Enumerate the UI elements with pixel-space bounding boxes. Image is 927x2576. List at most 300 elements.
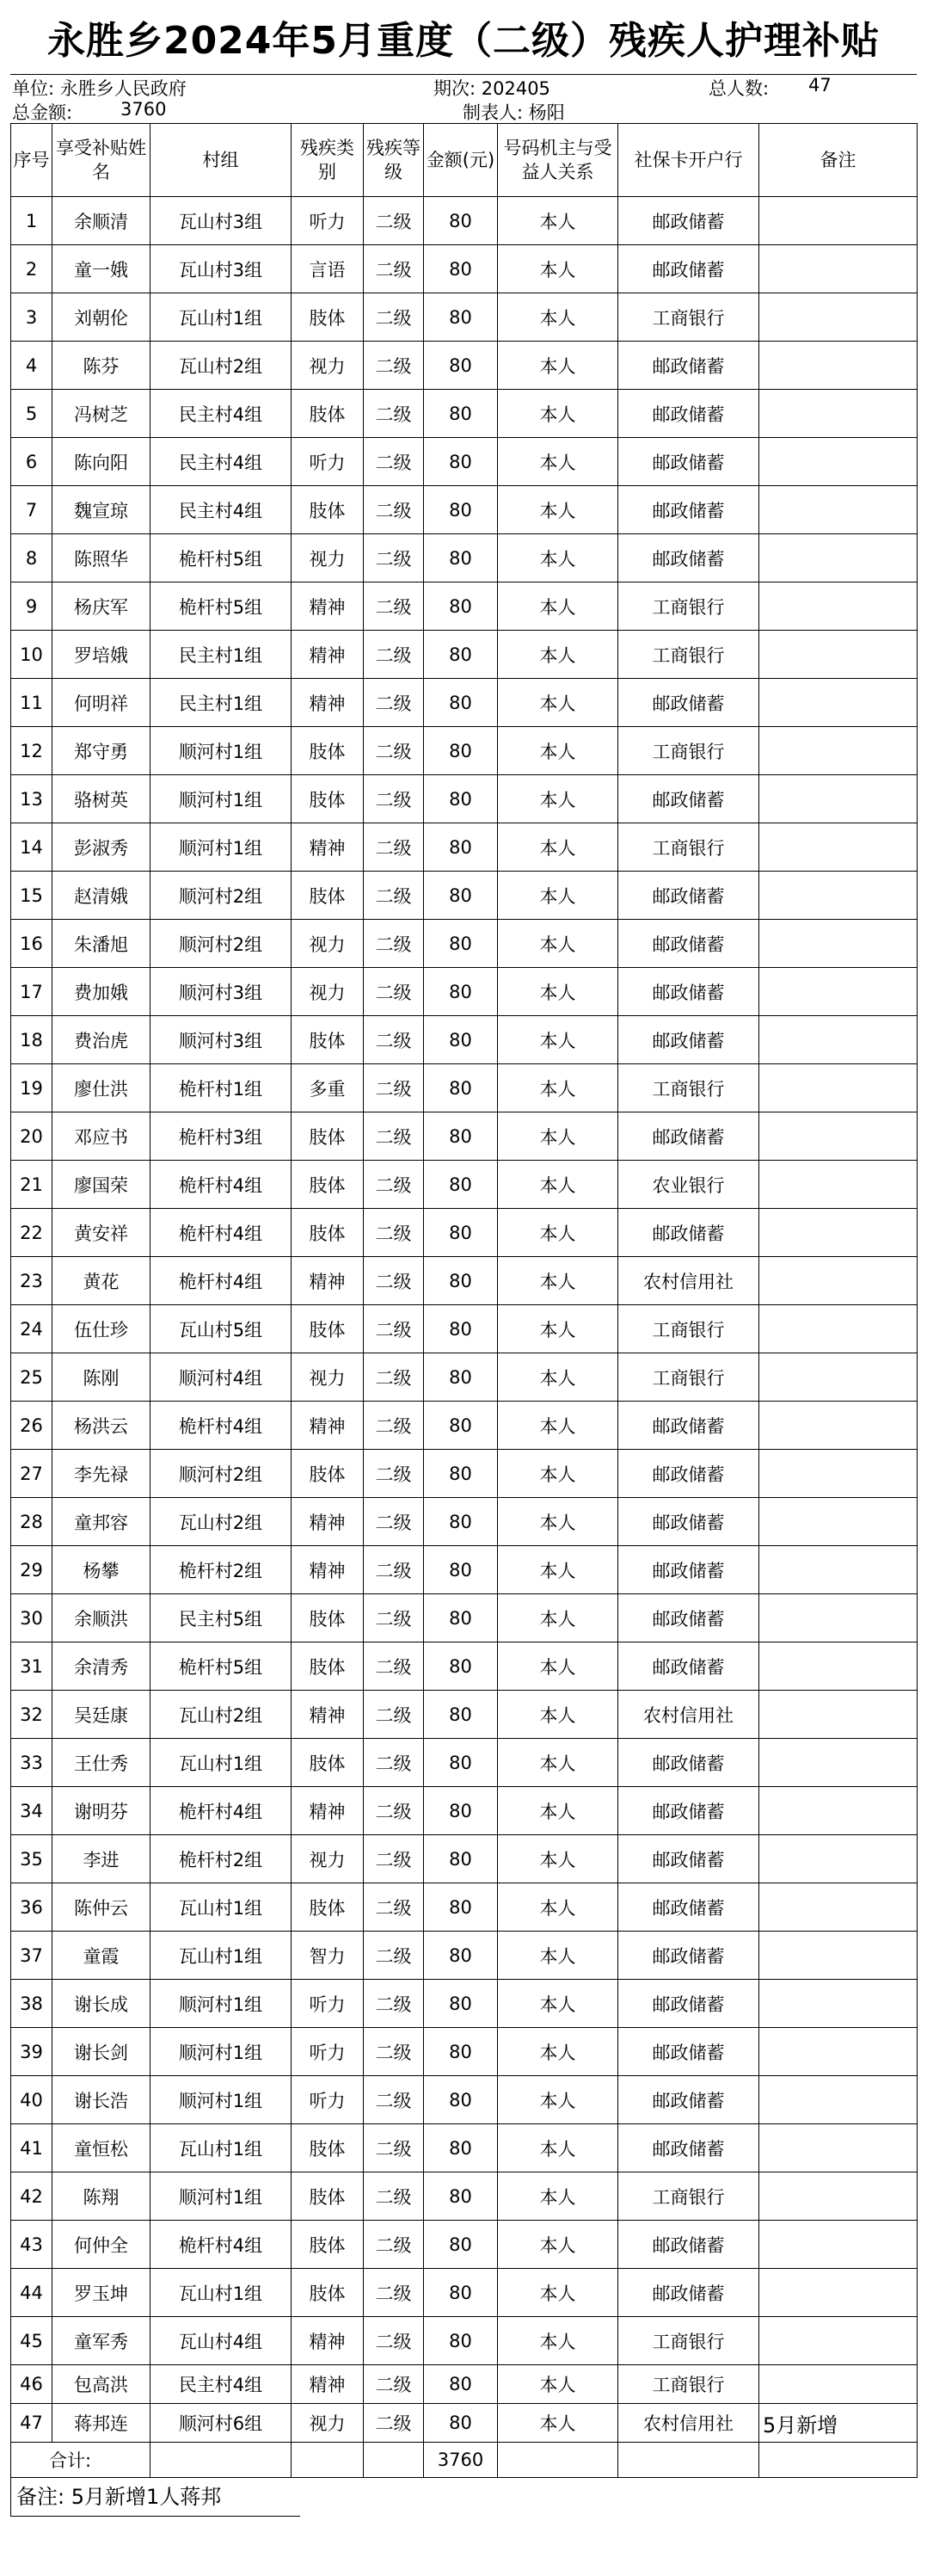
cell-bank: 邮政储蓄 <box>618 390 759 438</box>
page-title: 永胜乡2024年5月重度（二级）残疾人护理补贴 <box>46 19 881 63</box>
cell-disability-type: 听力 <box>292 438 364 486</box>
cell-disability-type: 肢体 <box>292 2172 364 2221</box>
summary-row <box>11 2443 918 2478</box>
table-row <box>11 390 918 438</box>
table-row <box>11 486 918 534</box>
cell-bank: 邮政储蓄 <box>618 775 759 823</box>
cell-name: 谢长成 <box>52 1980 150 2028</box>
cell-disability-grade: 二级 <box>364 342 424 390</box>
cell-relation: 本人 <box>498 2317 618 2365</box>
cell-remark <box>759 2269 918 2317</box>
cell-amount: 80 <box>424 1016 498 1064</box>
cell-remark <box>759 245 918 293</box>
cell-bank: 邮政储蓄 <box>618 1883 759 1932</box>
cell-bank: 邮政储蓄 <box>618 486 759 534</box>
cell-bank: 农业银行 <box>618 1161 759 1209</box>
subsidy-sheet <box>10 12 917 2517</box>
period-label: 期次: 202405 <box>433 78 550 99</box>
cell-seq: 9 <box>11 582 52 631</box>
cell-name: 罗玉坤 <box>52 2269 150 2317</box>
cell-amount: 80 <box>424 631 498 679</box>
cell-disability-grade: 二级 <box>364 1980 424 2028</box>
cell-disability-grade: 二级 <box>364 679 424 727</box>
cell-amount: 80 <box>424 2404 498 2443</box>
cell-name: 余顺洪 <box>52 1594 150 1642</box>
cell-bank: 邮政储蓄 <box>618 2124 759 2172</box>
cell-remark <box>759 1257 918 1305</box>
table-header-row <box>11 124 918 197</box>
table-row <box>11 1932 918 1980</box>
cell-relation: 本人 <box>498 1594 618 1642</box>
cell-amount: 80 <box>424 1257 498 1305</box>
cell-seq: 35 <box>11 1835 52 1883</box>
unit-label: 单位: 永胜乡人民政府 <box>12 78 187 99</box>
table-row <box>11 1305 918 1353</box>
table-row <box>11 2404 918 2443</box>
cell-disability-grade: 二级 <box>364 2028 424 2076</box>
cell-name: 童霞 <box>52 1932 150 1980</box>
table-row <box>11 1883 918 1932</box>
cell-disability-type: 听力 <box>292 2076 364 2124</box>
header-relation: 号码机主与受益人关系 <box>498 124 618 197</box>
table-row <box>11 2221 918 2269</box>
cell-name: 邓应书 <box>52 1112 150 1161</box>
cell-disability-grade: 二级 <box>364 727 424 775</box>
cell-name: 童恒松 <box>52 2124 150 2172</box>
cell-relation: 本人 <box>498 342 618 390</box>
cell-disability-grade: 二级 <box>364 486 424 534</box>
cell-remark <box>759 872 918 920</box>
cell-amount: 80 <box>424 1932 498 1980</box>
cell-disability-type: 精神 <box>292 1498 364 1546</box>
cell-disability-type: 精神 <box>292 1402 364 1450</box>
cell-remark <box>759 293 918 342</box>
cell-amount: 80 <box>424 1161 498 1209</box>
cell-disability-grade: 二级 <box>364 582 424 631</box>
cell-amount: 80 <box>424 2076 498 2124</box>
cell-amount: 80 <box>424 1498 498 1546</box>
cell-village: 桅杆村5组 <box>150 582 292 631</box>
cell-disability-type: 肢体 <box>292 2269 364 2317</box>
cell-name: 廖国荣 <box>52 1161 150 1209</box>
cell-bank: 工商银行 <box>618 1305 759 1353</box>
cell-seq: 30 <box>11 1594 52 1642</box>
cell-seq: 28 <box>11 1498 52 1546</box>
cell-seq: 32 <box>11 1691 52 1739</box>
cell-disability-type: 视力 <box>292 342 364 390</box>
cell-disability-type: 肢体 <box>292 1739 364 1787</box>
cell-remark <box>759 727 918 775</box>
cell-name: 谢长浩 <box>52 2076 150 2124</box>
cell-amount: 80 <box>424 342 498 390</box>
cell-disability-grade: 二级 <box>364 2317 424 2365</box>
table-row <box>11 1450 918 1498</box>
preparer-label: 制表人: 杨阳 <box>463 102 565 123</box>
cell-relation: 本人 <box>498 582 618 631</box>
cell-disability-grade: 二级 <box>364 2076 424 2124</box>
cell-bank: 工商银行 <box>618 2365 759 2404</box>
table-row <box>11 1980 918 2028</box>
cell-remark <box>759 1739 918 1787</box>
cell-amount: 80 <box>424 2172 498 2221</box>
cell-disability-type: 视力 <box>292 2404 364 2443</box>
cell-seq: 13 <box>11 775 52 823</box>
cell-name: 陈照华 <box>52 534 150 582</box>
footer-note: 备注: 5月新增1人蒋邦 <box>10 2478 300 2517</box>
cell-bank: 邮政储蓄 <box>618 1209 759 1257</box>
cell-remark <box>759 197 918 245</box>
cell-seq: 17 <box>11 968 52 1016</box>
cell-relation: 本人 <box>498 823 618 872</box>
cell-seq: 19 <box>11 1064 52 1112</box>
cell-village: 民主村4组 <box>150 438 292 486</box>
cell-village: 民主村1组 <box>150 679 292 727</box>
table-row <box>11 197 918 245</box>
cell-remark <box>759 438 918 486</box>
cell-name: 费治虎 <box>52 1016 150 1064</box>
table-row <box>11 1691 918 1739</box>
table-row <box>11 582 918 631</box>
cell-name: 陈仲云 <box>52 1883 150 1932</box>
cell-remark <box>759 2124 918 2172</box>
cell-relation: 本人 <box>498 2172 618 2221</box>
table-row <box>11 245 918 293</box>
table-row <box>11 2172 918 2221</box>
cell-name: 黄安祥 <box>52 1209 150 1257</box>
cell-disability-grade: 二级 <box>364 1932 424 1980</box>
cell-remark <box>759 775 918 823</box>
cell-relation: 本人 <box>498 1932 618 1980</box>
cell-relation: 本人 <box>498 1835 618 1883</box>
cell-relation: 本人 <box>498 1787 618 1835</box>
cell-seq: 46 <box>11 2365 52 2404</box>
cell-remark <box>759 1546 918 1594</box>
cell-name: 朱潘旭 <box>52 920 150 968</box>
table-row <box>11 534 918 582</box>
cell-seq: 20 <box>11 1112 52 1161</box>
table-row <box>11 1064 918 1112</box>
cell-remark <box>759 390 918 438</box>
cell-name: 李进 <box>52 1835 150 1883</box>
recipients-table <box>10 123 918 2478</box>
cell-disability-type: 视力 <box>292 920 364 968</box>
table-row <box>11 968 918 1016</box>
cell-disability-grade: 二级 <box>364 1883 424 1932</box>
cell-amount: 80 <box>424 390 498 438</box>
cell-relation: 本人 <box>498 1980 618 2028</box>
cell-disability-type: 肢体 <box>292 1450 364 1498</box>
cell-bank: 邮政储蓄 <box>618 2028 759 2076</box>
cell-bank: 农村信用社 <box>618 1257 759 1305</box>
cell-seq: 7 <box>11 486 52 534</box>
cell-relation: 本人 <box>498 486 618 534</box>
cell-disability-type: 肢体 <box>292 1161 364 1209</box>
cell-disability-grade: 二级 <box>364 1064 424 1112</box>
cell-name: 余清秀 <box>52 1642 150 1691</box>
cell-remark <box>759 486 918 534</box>
cell-remark <box>759 1980 918 2028</box>
cell-amount: 80 <box>424 1064 498 1112</box>
cell-village: 顺河村2组 <box>150 1450 292 1498</box>
cell-remark <box>759 2365 918 2404</box>
cell-village: 桅杆村4组 <box>150 1209 292 1257</box>
cell-seq: 1 <box>11 197 52 245</box>
cell-seq: 40 <box>11 2076 52 2124</box>
cell-name: 赵清娥 <box>52 872 150 920</box>
cell-bank: 邮政储蓄 <box>618 534 759 582</box>
cell-village: 瓦山村2组 <box>150 342 292 390</box>
table-row <box>11 727 918 775</box>
cell-name: 刘朝伦 <box>52 293 150 342</box>
cell-disability-grade: 二级 <box>364 1257 424 1305</box>
cell-village: 桅杆村5组 <box>150 534 292 582</box>
cell-amount: 80 <box>424 534 498 582</box>
cell-name: 包高洪 <box>52 2365 150 2404</box>
cell-disability-type: 肢体 <box>292 486 364 534</box>
cell-bank: 工商银行 <box>618 1353 759 1402</box>
cell-remark <box>759 1498 918 1546</box>
cell-bank: 邮政储蓄 <box>618 968 759 1016</box>
cell-relation: 本人 <box>498 1642 618 1691</box>
cell-remark <box>759 1112 918 1161</box>
cell-village: 瓦山村1组 <box>150 2124 292 2172</box>
cell-village: 瓦山村1组 <box>150 293 292 342</box>
cell-amount: 80 <box>424 1594 498 1642</box>
cell-amount: 80 <box>424 1642 498 1691</box>
cell-remark <box>759 1064 918 1112</box>
cell-amount: 80 <box>424 197 498 245</box>
cell-amount: 80 <box>424 245 498 293</box>
cell-disability-type: 精神 <box>292 582 364 631</box>
cell-seq: 25 <box>11 1353 52 1402</box>
cell-village: 桅杆村4组 <box>150 1257 292 1305</box>
cell-remark <box>759 679 918 727</box>
header-disability-type: 残疾类别 <box>292 124 364 197</box>
cell-village: 桅杆村4组 <box>150 1161 292 1209</box>
cell-remark <box>759 968 918 1016</box>
cell-amount: 80 <box>424 1450 498 1498</box>
cell-name: 吴廷康 <box>52 1691 150 1739</box>
header-name: 享受补贴姓名 <box>52 124 150 197</box>
cell-remark <box>759 1450 918 1498</box>
cell-seq: 10 <box>11 631 52 679</box>
table-row <box>11 631 918 679</box>
cell-bank: 邮政储蓄 <box>618 1932 759 1980</box>
cell-bank: 邮政储蓄 <box>618 1112 759 1161</box>
cell-name: 陈刚 <box>52 1353 150 1402</box>
cell-amount: 80 <box>424 920 498 968</box>
cell-bank: 邮政储蓄 <box>618 1546 759 1594</box>
cell-amount: 80 <box>424 1980 498 2028</box>
cell-seq: 31 <box>11 1642 52 1691</box>
cell-disability-type: 多重 <box>292 1064 364 1112</box>
cell-seq: 42 <box>11 2172 52 2221</box>
cell-amount: 80 <box>424 775 498 823</box>
cell-relation: 本人 <box>498 775 618 823</box>
cell-disability-type: 视力 <box>292 534 364 582</box>
cell-disability-grade: 二级 <box>364 1787 424 1835</box>
cell-disability-grade: 二级 <box>364 1546 424 1594</box>
cell-disability-type: 肢体 <box>292 390 364 438</box>
cell-name: 骆树英 <box>52 775 150 823</box>
cell-disability-grade: 二级 <box>364 631 424 679</box>
cell-name: 陈芬 <box>52 342 150 390</box>
cell-remark <box>759 1353 918 1402</box>
table-row <box>11 2269 918 2317</box>
total-amount-value: 3760 <box>120 99 167 120</box>
cell-relation: 本人 <box>498 534 618 582</box>
cell-bank: 邮政储蓄 <box>618 2269 759 2317</box>
cell-name: 费加娥 <box>52 968 150 1016</box>
cell-village: 瓦山村3组 <box>150 197 292 245</box>
cell-seq: 8 <box>11 534 52 582</box>
cell-village: 民主村4组 <box>150 486 292 534</box>
table-row <box>11 1642 918 1691</box>
cell-relation: 本人 <box>498 197 618 245</box>
cell-amount: 80 <box>424 968 498 1016</box>
cell-seq: 6 <box>11 438 52 486</box>
cell-disability-type: 肢体 <box>292 727 364 775</box>
cell-amount: 80 <box>424 1402 498 1450</box>
cell-relation: 本人 <box>498 631 618 679</box>
cell-seq: 41 <box>11 2124 52 2172</box>
cell-name: 杨攀 <box>52 1546 150 1594</box>
header-disability-grade: 残疾等级 <box>364 124 424 197</box>
cell-disability-type: 精神 <box>292 1691 364 1739</box>
cell-village: 民主村4组 <box>150 2365 292 2404</box>
cell-amount: 80 <box>424 1209 498 1257</box>
cell-bank: 邮政储蓄 <box>618 1739 759 1787</box>
cell-remark <box>759 342 918 390</box>
cell-amount: 80 <box>424 438 498 486</box>
cell-village: 瓦山村2组 <box>150 1691 292 1739</box>
cell-name: 杨洪云 <box>52 1402 150 1450</box>
cell-seq: 33 <box>11 1739 52 1787</box>
cell-relation: 本人 <box>498 245 618 293</box>
cell-bank: 工商银行 <box>618 2317 759 2365</box>
cell-bank: 邮政储蓄 <box>618 1835 759 1883</box>
cell-remark <box>759 1209 918 1257</box>
cell-disability-type: 肢体 <box>292 2124 364 2172</box>
table-row <box>11 2124 918 2172</box>
cell-remark <box>759 823 918 872</box>
cell-disability-grade: 二级 <box>364 438 424 486</box>
cell-disability-type: 精神 <box>292 2317 364 2365</box>
table-row <box>11 823 918 872</box>
cell-seq: 11 <box>11 679 52 727</box>
table-row <box>11 2028 918 2076</box>
table-row <box>11 1016 918 1064</box>
cell-disability-type: 视力 <box>292 1835 364 1883</box>
cell-amount: 80 <box>424 2365 498 2404</box>
cell-remark <box>759 1402 918 1450</box>
cell-disability-grade: 二级 <box>364 2221 424 2269</box>
table-row <box>11 1209 918 1257</box>
cell-disability-type: 肢体 <box>292 1209 364 1257</box>
cell-remark <box>759 920 918 968</box>
header-village: 村组 <box>150 124 292 197</box>
cell-village: 顺河村1组 <box>150 2028 292 2076</box>
cell-disability-grade: 二级 <box>364 775 424 823</box>
cell-relation: 本人 <box>498 1883 618 1932</box>
summary-amount: 3760 <box>424 2443 498 2478</box>
cell-bank: 邮政储蓄 <box>618 1642 759 1691</box>
cell-seq: 38 <box>11 1980 52 2028</box>
cell-bank: 邮政储蓄 <box>618 1980 759 2028</box>
cell-relation: 本人 <box>498 1064 618 1112</box>
cell-remark <box>759 2028 918 2076</box>
table-row <box>11 1257 918 1305</box>
cell-disability-grade: 二级 <box>364 1161 424 1209</box>
cell-amount: 80 <box>424 727 498 775</box>
cell-seq: 16 <box>11 920 52 968</box>
cell-remark <box>759 1787 918 1835</box>
cell-disability-type: 肢体 <box>292 1883 364 1932</box>
cell-disability-grade: 二级 <box>364 1835 424 1883</box>
cell-seq: 18 <box>11 1016 52 1064</box>
cell-disability-grade: 二级 <box>364 1016 424 1064</box>
cell-bank: 工商银行 <box>618 631 759 679</box>
cell-remark <box>759 1161 918 1209</box>
table-row <box>11 342 918 390</box>
cell-relation: 本人 <box>498 1112 618 1161</box>
cell-village: 桅杆村4组 <box>150 2221 292 2269</box>
cell-disability-grade: 二级 <box>364 1353 424 1402</box>
cell-seq: 39 <box>11 2028 52 2076</box>
cell-village: 民主村4组 <box>150 390 292 438</box>
cell-relation: 本人 <box>498 920 618 968</box>
cell-village: 民主村1组 <box>150 631 292 679</box>
cell-amount: 80 <box>424 2124 498 2172</box>
cell-seq: 24 <box>11 1305 52 1353</box>
cell-name: 罗培娥 <box>52 631 150 679</box>
cell-name: 杨庆军 <box>52 582 150 631</box>
cell-disability-grade: 二级 <box>364 1305 424 1353</box>
cell-bank: 工商银行 <box>618 823 759 872</box>
table-row <box>11 920 918 968</box>
cell-remark <box>759 1691 918 1739</box>
cell-amount: 80 <box>424 1353 498 1402</box>
cell-village: 桅杆村2组 <box>150 1835 292 1883</box>
cell-bank: 邮政储蓄 <box>618 438 759 486</box>
cell-disability-grade: 二级 <box>364 197 424 245</box>
cell-remark <box>759 2172 918 2221</box>
cell-disability-type: 精神 <box>292 1257 364 1305</box>
cell-amount: 80 <box>424 2221 498 2269</box>
cell-disability-type: 肢体 <box>292 293 364 342</box>
cell-remark <box>759 1305 918 1353</box>
cell-bank: 邮政储蓄 <box>618 1016 759 1064</box>
cell-remark <box>759 1016 918 1064</box>
cell-remark <box>759 534 918 582</box>
total-amount-label: 总金额: <box>12 102 73 123</box>
cell-name: 蒋邦连 <box>52 2404 150 2443</box>
cell-disability-grade: 二级 <box>364 872 424 920</box>
cell-disability-type: 精神 <box>292 1546 364 1594</box>
cell-disability-grade: 二级 <box>364 1739 424 1787</box>
cell-amount: 80 <box>424 1691 498 1739</box>
table-row <box>11 775 918 823</box>
cell-bank: 邮政储蓄 <box>618 1498 759 1546</box>
cell-relation: 本人 <box>498 1257 618 1305</box>
cell-bank: 邮政储蓄 <box>618 245 759 293</box>
cell-relation: 本人 <box>498 1353 618 1402</box>
cell-name: 童军秀 <box>52 2317 150 2365</box>
table-row <box>11 1402 918 1450</box>
cell-relation: 本人 <box>498 438 618 486</box>
cell-disability-grade: 二级 <box>364 390 424 438</box>
cell-village: 瓦山村1组 <box>150 1883 292 1932</box>
